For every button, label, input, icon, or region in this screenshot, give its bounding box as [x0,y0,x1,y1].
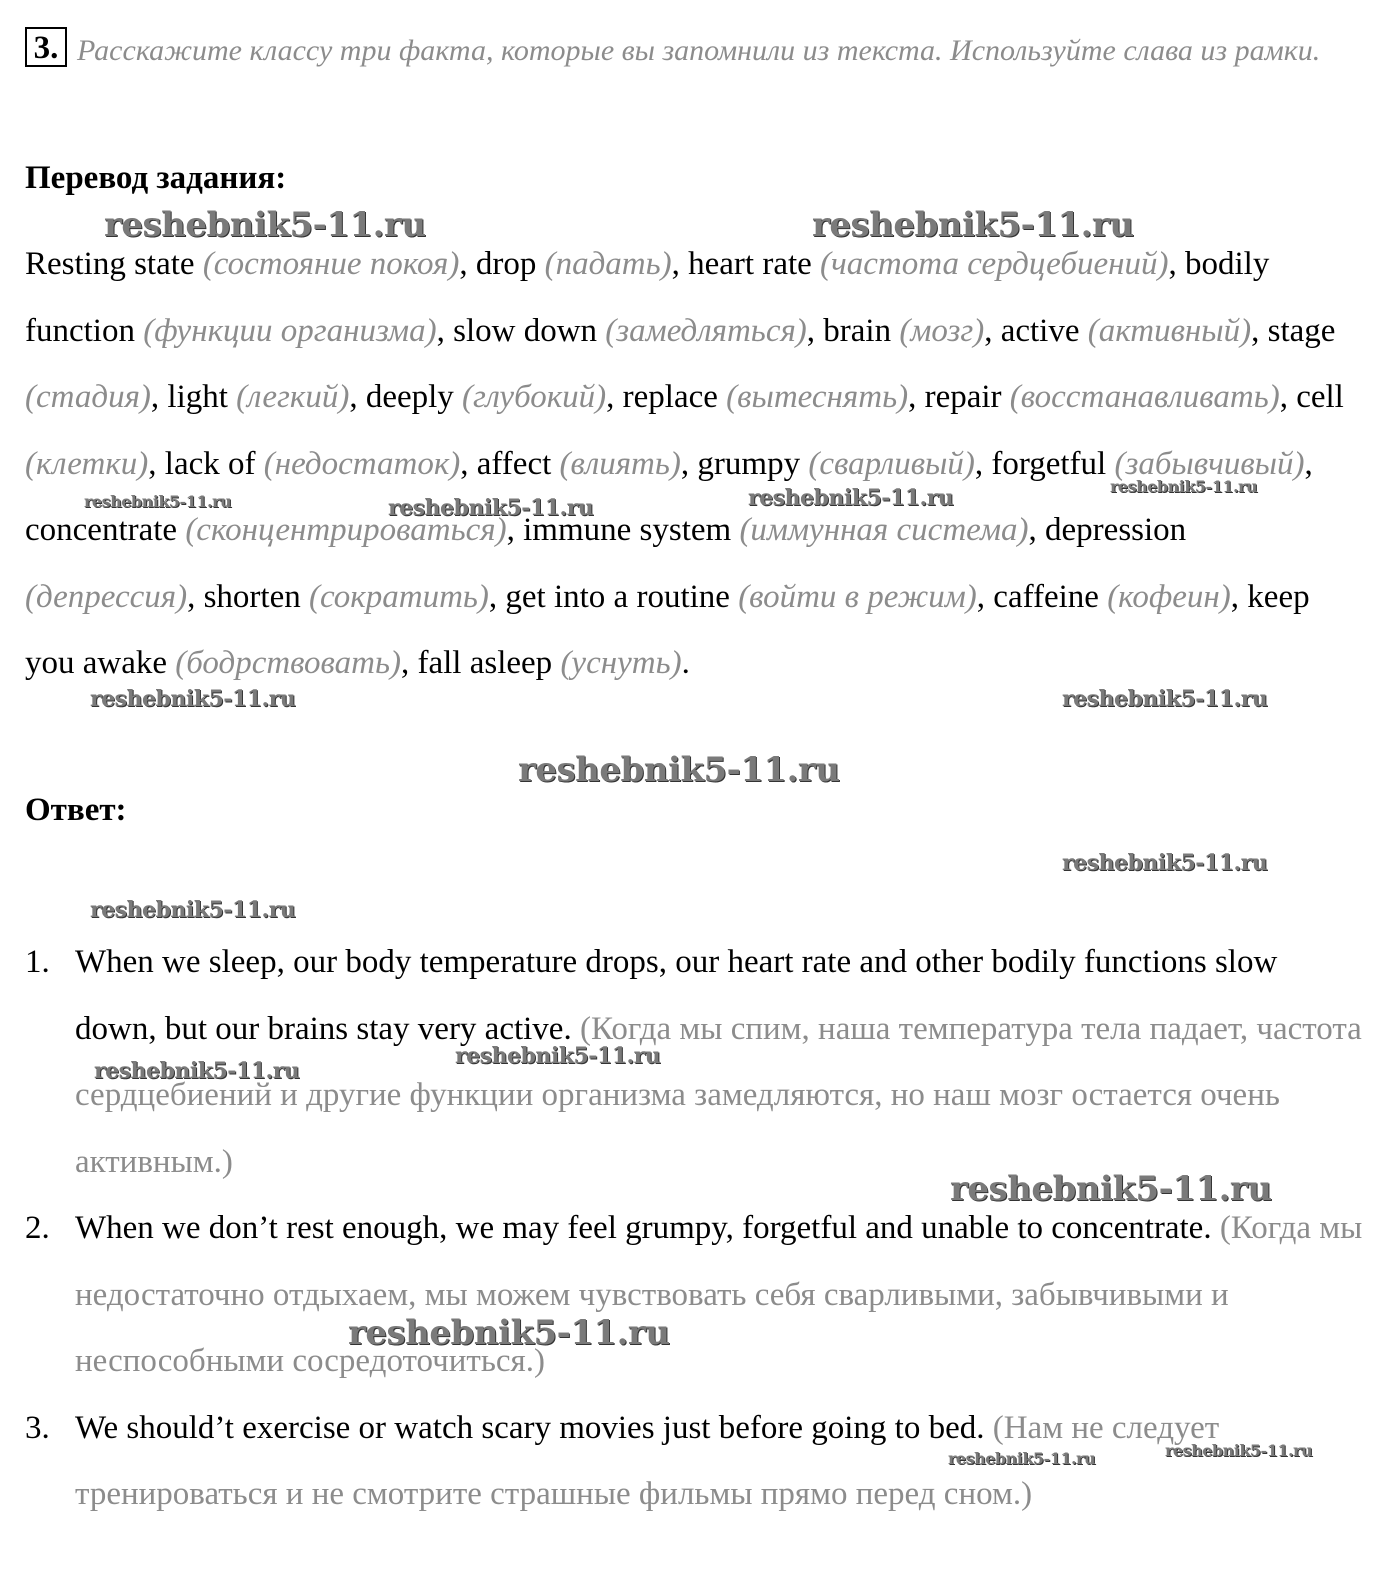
task-header [25,18,1345,84]
vocab-term: active [1000,312,1080,349]
task-instruction: Расскажите классу три факта, которые вы запомнили из текста. Используйте слава из рамки. [77,34,1321,67]
vocab-term: depression [1045,512,1187,548]
translation-heading: Перевод задания: [25,160,287,196]
answer-number: 2. [25,1210,50,1246]
vocab-translation: (недостаток) [263,445,461,482]
vocab-translation: (иммунная система) [739,512,1029,548]
watermark: reshebnik5-11.ru [950,1169,1272,1209]
watermark: reshebnik5-11.ru [812,205,1134,245]
vocab-term: repair [924,379,1002,415]
vocab-term: fall asleep [417,645,553,681]
answer-item [25,1195,1365,1395]
vocab-translation: (мозг) [899,312,985,349]
vocab-term: deeply [365,379,454,415]
vocab-translation: (легкий) [236,379,350,415]
vocab-translation: (сконцентрироваться) [185,512,507,548]
watermark: reshebnik5-11.ru [348,1313,670,1353]
watermark: reshebnik5-11.ru [104,205,426,245]
vocab-translation: (уснуть) [560,645,682,681]
vocab-term: caffeine [993,578,1099,615]
answer-heading: Ответ: [25,792,127,828]
vocab-term: concentrate [25,512,178,548]
vocab-term: drop [475,246,537,282]
vocab-term: immune system [523,512,732,548]
watermark: reshebnik5-11.ru [748,485,954,511]
vocab-translation: (кофеин) [1107,578,1231,615]
vocab-term: light [167,379,228,415]
vocab-translation: (частота сердцебиений) [820,246,1169,282]
vocab-term: grumpy [697,445,801,482]
watermark: reshebnik5-11.ru [1062,850,1268,876]
watermark: reshebnik5-11.ru [455,1043,661,1069]
answer-russian: (Когда мы недостаточно отдыхаем, мы можем чувствовать себя сварливыми, забывчивыми и неспособными сосредоточиться.) [75,1210,1363,1379]
vocab-translation: (войти в режим) [738,578,977,615]
watermark: reshebnik5-11.ru [388,495,594,521]
watermark: reshebnik5-11.ru [1110,477,1258,496]
vocab-translation: (клетки) [25,445,149,482]
vocab-term: get into a routine [505,578,730,615]
vocab-term: forgetful [991,445,1107,482]
vocab-translation: (замедляться) [605,312,807,349]
answer-number: 1. [25,944,50,980]
vocab-term: Resting state [25,246,195,282]
vocab-translation: (активный) [1087,312,1252,349]
watermark: reshebnik5-11.ru [1165,1441,1313,1460]
vocab-term: slow down [453,312,598,349]
vocabulary-paragraph: Resting state (состояние покоя), drop (падать), heart rate (частота сердцебиений), bodily function (функции организма), slow down (замедляться), brain (мозг), active (активный), stage (стадия), light (легкий), deeply (глубокий), replace (вытеснять), repair (восстанавливать), cell (клетки), lack of (недостаток), affect (влиять), grumpy (сварливый), forgetful (забывчивый), concentrate (сконцентрироваться), immune system (иммунная система), depression (депрессия), shorten (сократить), get into a routine (войти в режим), caffeine (кофеин), keep you awake (бодрствовать), fall asleep (уснуть). [25,246,1344,681]
watermark: reshebnik5-11.ru [948,1449,1096,1468]
vocab-translation: (вытеснять) [726,379,909,415]
watermark: reshebnik5-11.ru [518,750,840,790]
watermark: reshebnik5-11.ru [90,686,296,712]
vocab-translation: (восстанавливать) [1009,379,1280,415]
vocab-term: keep you awake [25,578,1310,681]
vocab-term: affect [476,445,552,482]
vocab-translation: (влиять) [559,445,681,482]
vocab-translation: (стадия) [25,379,151,415]
watermark: reshebnik5-11.ru [90,897,296,923]
watermark: reshebnik5-11.ru [94,1058,300,1084]
answer-item [25,1395,1365,1528]
vocab-translation: (глубокий) [462,379,607,415]
vocab-term: cell [1296,379,1344,415]
vocab-term: brain [823,312,892,349]
vocab-term: replace [622,379,718,415]
answer-english: We should’t exercise or watch scary movies just before going to bed. [75,1409,985,1446]
answer-english: When we sleep, our body temperature drops, our heart rate and other bodily functions slow down, but our brains stay very active. [75,944,1278,1047]
answer-english: When we don’t rest enough, we may feel grumpy, forgetful and unable to concentrate. [75,1210,1212,1246]
watermark: reshebnik5-11.ru [84,492,232,511]
vocab-term: shorten [203,578,301,615]
vocab-translation: (функции организма) [143,312,437,349]
watermark: reshebnik5-11.ru [1062,686,1268,712]
vocab-translation: (бодрствовать) [175,645,401,681]
answer-number: 3. [25,1409,50,1446]
vocab-translation: (депрессия) [25,578,188,615]
vocab-translation: (состояние покоя) [202,246,460,282]
vocab-translation: (забывчивый) [1114,445,1305,482]
vocab-term: lack of [164,445,256,482]
vocab-term: heart rate [688,246,812,282]
vocab-term: stage [1267,312,1336,349]
vocab-translation: (падать) [544,246,672,282]
answer-russian: (Нам не следует тренироваться и не смотрите страшные фильмы прямо перед сном.) [75,1409,1220,1512]
vocab-translation: (сварливый) [808,445,975,482]
answer-list [25,929,1365,1528]
task-number: 3. [25,27,67,67]
vocab-term: bodily function [25,246,1270,349]
answer-russian: (Когда мы спим, наша температура тела падает, частота сердцебиений и другие функции организма замедляются, но наш мозг остается очень активным.) [75,1010,1362,1180]
vocab-translation: (сократить) [308,578,489,615]
